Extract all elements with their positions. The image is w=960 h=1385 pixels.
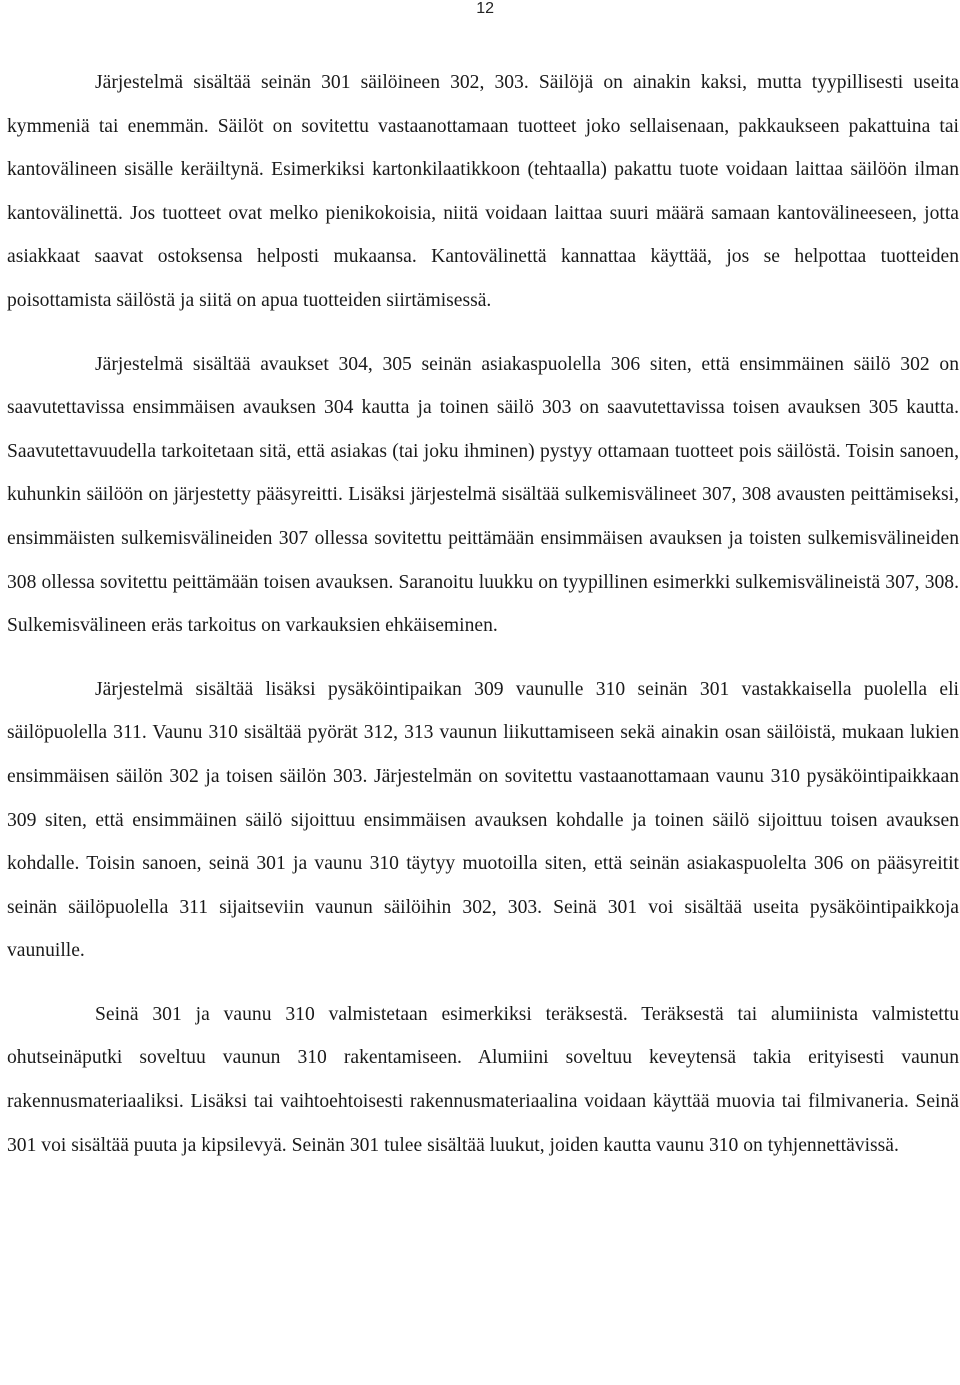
paragraph: Järjestelmä sisältää avaukset 304, 305 seinän asiakaspuolella 306 siten, että ensimmäinen säilö 302 on saavutettavissa ensimmäisen avauksen 304 kautta ja toinen säilö 303 on saavutettavissa toisen avauksen 305 kautta. Saavutettavuudella tarkoitetaan sitä, että asiakas (tai joku ihminen) pystyy ottamaan tuotteet pois säilöstä. Toisin sanoen, kuhunkin säilöön on järjestetty pääsyreitti. Lisäksi järjestelmä sisältää sulkemisvälineet 307, 308 avausten peittämiseksi, ensimmäisten sulkemisvälineiden 307 ollessa sovitettu peittämään ensimmäisen avauksen ja toisten sulkemisvälineiden 308 ollessa sovitettu peittämään toisen avauksen. Saranoitu luukku on tyypillinen esimerkki sulkemisvälineistä 307, 308. Sulkemisvälineen eräs tarkoitus on varkauksien ehkäiseminen. — [7, 353, 959, 637]
page-number: 12 — [476, 0, 494, 17]
paragraph: Seinä 301 ja vaunu 310 valmistetaan esimerkiksi teräksestä. Teräksestä tai alumiinista valmistettu ohutseinäputki soveltuu vaunun 310 rakentamiseen. Alumiini soveltuu keveytensä takia erityisesti vaunun rakennusmateriaaliksi. Lisäksi tai vaihtoehtoisesti rakennusmateriaalina voidaan käyttää muovia tai filmivaneria. Seinä 301 voi sisältää puuta ja kipsilevyä. Seinän 301 tulee sisältää luukut, joiden kautta vaunu 310 on tyhjennettävissä. — [7, 1003, 959, 1156]
paragraph: Järjestelmä sisältää lisäksi pysäköintipaikan 309 vaunulle 310 seinän 301 vastakkaisella puolella eli säilöpuolella 311. Vaunu 310 sisältää pyörät 312, 313 vaunun liikuttamiseen sekä ainakin osan säilöistä, mukaan lukien ensimmäisen säilön 302 ja toisen säilön 303. Järjestelmän on sovitettu vastaanottamaan vaunu 310 pysäköintipaikkaan 309 siten, että ensimmäinen säilö sijoittuu ensimmäisen avauksen kohdalle ja toinen säilö sijoittuu toisen avauksen kohdalle. Toisin sanoen, seinä 301 ja vaunu 310 täytyy muotoilla siten, että seinän asiakaspuolelta 306 on pääsyreitit seinän säilöpuolella 311 sijaitseviin vaunun säilöihin 302, 303. Seinä 301 voi sisältää useita pysäköintipaikkoja vaunuille. — [7, 678, 959, 962]
document-body — [7, 61, 959, 1167]
paragraph: Järjestelmä sisältää seinän 301 säilöineen 302, 303. Säilöjä on ainakin kaksi, mutta tyypillisesti useita kymmeniä tai enemmän. Säilöt on sovitettu vastaanottamaan tuotteet joko sellaisenaan, pakkaukseen pakattuina tai kantovälineen sisälle keräiltynä. Esimerkiksi kartonkilaatikkoon (tehtaalla) pakattu tuote voidaan laittaa säilöön ilman kantovälinettä. Jos tuotteet ovat melko pienikokoisia, niitä voidaan laittaa suuri määrä samaan kantovälineeseen, jotta asiakkaat saavat ostoksensa helposti mukaansa. Kantovälinettä kannattaa käyttää, jos se helpottaa tuotteiden poisottamista säilöstä ja siitä on apua tuotteiden siirtämisessä. — [7, 72, 959, 311]
